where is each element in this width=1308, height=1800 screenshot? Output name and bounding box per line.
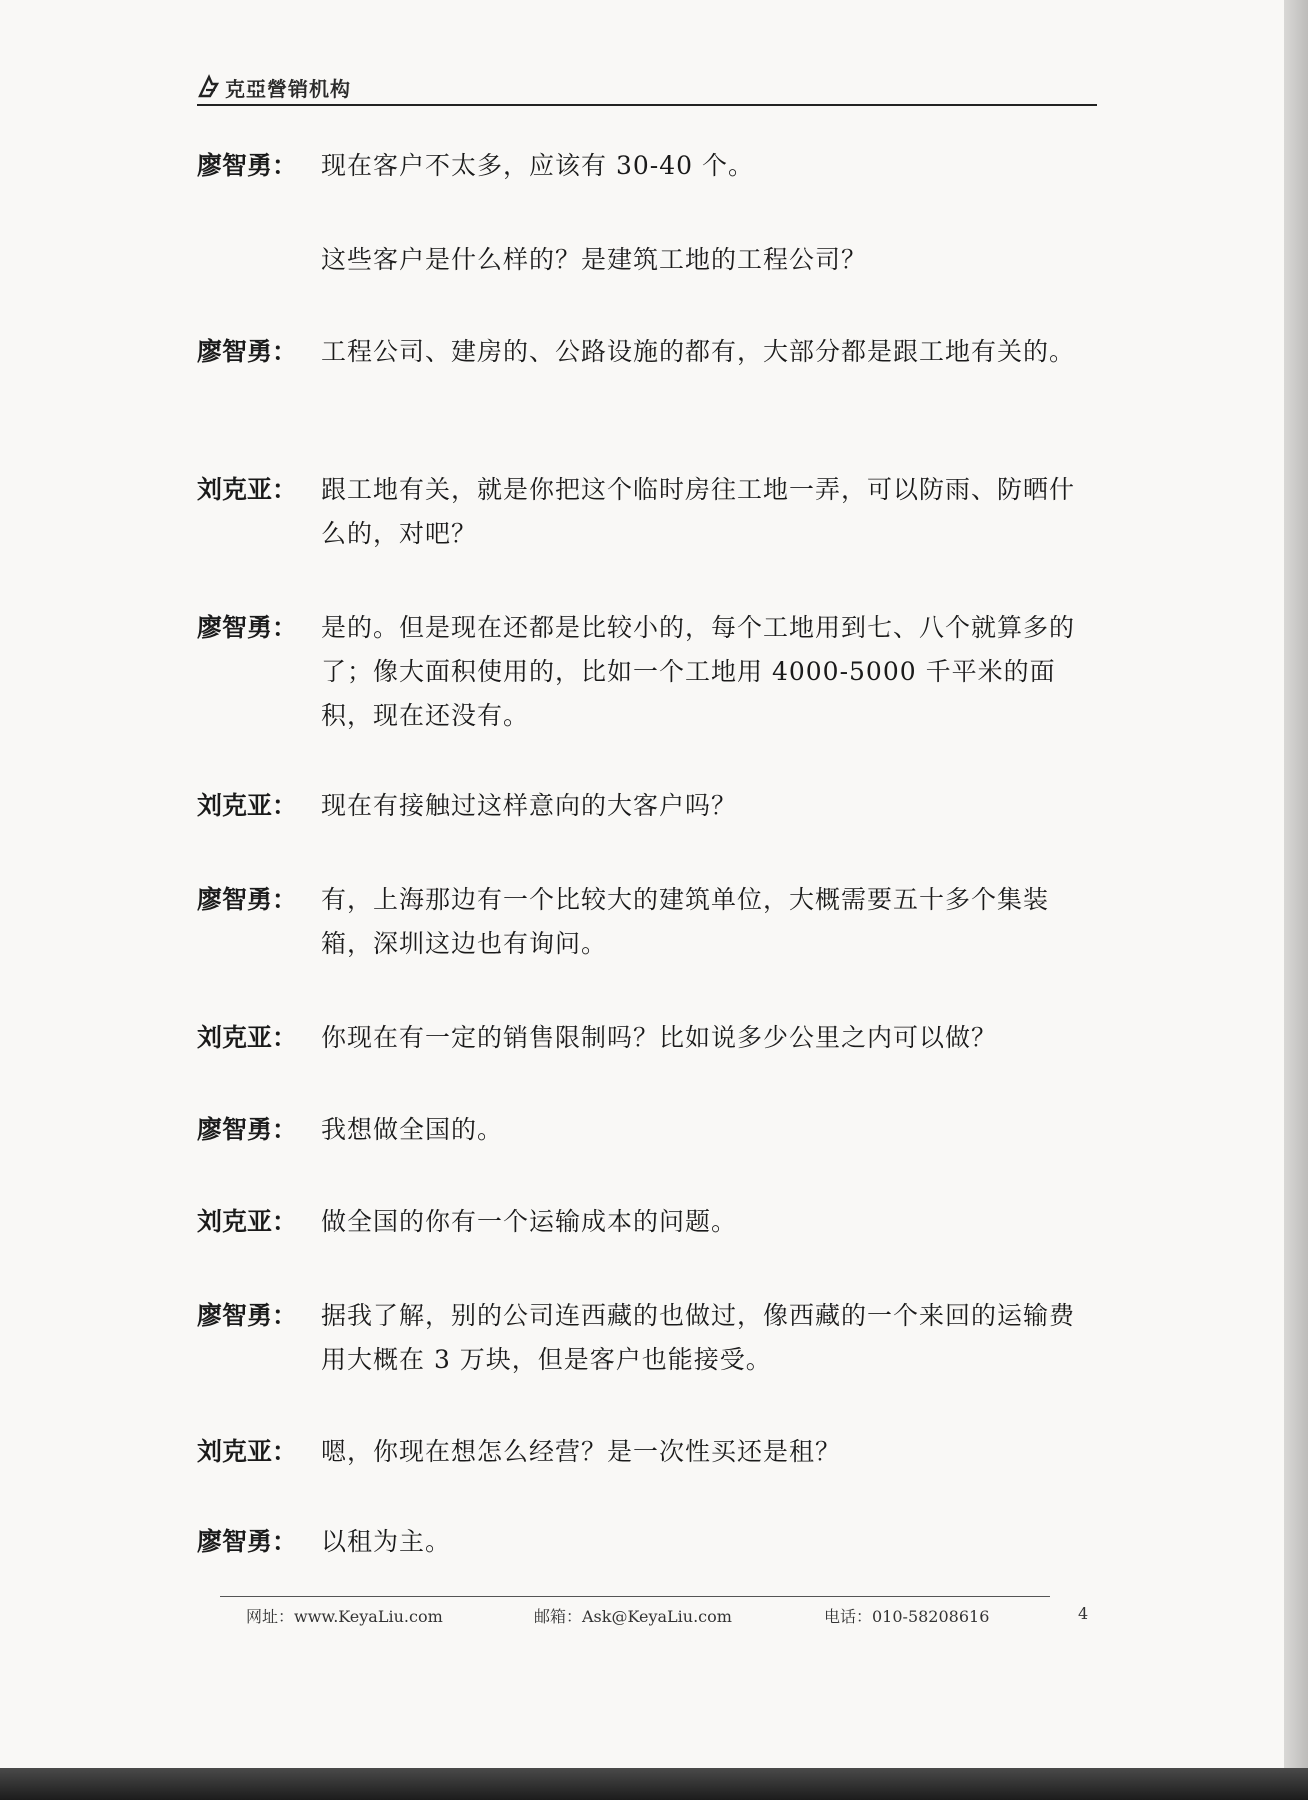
speaker-label: 刘克亚： <box>197 791 298 820</box>
speaker-label: 刘克亚： <box>197 1437 298 1466</box>
footer-email: 邮箱：Ask@KeyaLiu.com <box>534 1607 732 1626</box>
dialogue-text: 你现在有一定的销售限制吗？比如说多少公里之内可以做？ <box>321 1023 998 1052</box>
page-header <box>197 72 351 102</box>
speaker-label: 廖智勇： <box>197 613 298 642</box>
speaker-label: 廖智勇： <box>197 1527 298 1556</box>
dialogue-transcript <box>197 144 1097 1556</box>
dialogue-entry <box>197 1294 1097 1382</box>
speaker-label: 刘克亚： <box>197 1023 298 1052</box>
dialogue-text: 是的。但是现在还都是比较小的，每个工地用到七、八个就算多的了；像大面积使用的，比如一个工地用 4000-5000 千平米的面积，现在还没有。 <box>321 613 1076 730</box>
dialogue-text: 跟工地有关，就是你把这个临时房往工地一弄，可以防雨、防晒什么的，对吧？ <box>321 475 1076 548</box>
dialogue-text: 据我了解，别的公司连西藏的也做过，像西藏的一个来回的运输费用大概在 3 万块，但是客户也能接受。 <box>321 1301 1076 1374</box>
footer-divider <box>220 1596 1050 1597</box>
footer-phone: 电话：010-58208616 <box>824 1607 990 1626</box>
dialogue-text: 我想做全国的。 <box>321 1115 504 1144</box>
speaker-label: 廖智勇： <box>197 151 298 180</box>
dialogue-entry <box>197 238 1097 282</box>
dialogue-text: 现在客户不太多，应该有 30-40 个。 <box>321 151 754 180</box>
logo-text: 克亞營销机构 <box>225 76 351 101</box>
dialogue-entry <box>197 1200 1097 1244</box>
dialogue-entry <box>197 1016 1097 1060</box>
speaker-label: 廖智勇： <box>197 1115 298 1144</box>
page-number: 4 <box>1078 1604 1089 1623</box>
dialogue-entry <box>197 144 1097 188</box>
header-divider <box>197 104 1097 106</box>
page-footer <box>0 1600 1284 1626</box>
dialogue-text: 工程公司、建房的、公路设施的都有，大部分都是跟工地有关的。 <box>321 337 1076 366</box>
speaker-label: 廖智勇： <box>197 885 298 914</box>
scan-edge-right <box>1284 0 1308 1768</box>
dialogue-text: 嗯，你现在想怎么经营？是一次性买还是租？ <box>321 1437 842 1466</box>
logo-icon <box>197 74 221 100</box>
dialogue-entry <box>197 468 1097 556</box>
dialogue-entry <box>197 1430 1097 1474</box>
dialogue-text: 做全国的你有一个运输成本的问题。 <box>321 1207 738 1236</box>
dialogue-text: 现在有接触过这样意向的大客户吗？ <box>321 791 738 820</box>
speaker-label: 刘克亚： <box>197 475 298 504</box>
dialogue-entry <box>197 330 1097 374</box>
dialogue-text: 有，上海那边有一个比较大的建筑单位，大概需要五十多个集装箱，深圳这边也有询问。 <box>321 885 1050 958</box>
dialogue-text: 这些客户是什么样的？是建筑工地的工程公司？ <box>321 245 868 274</box>
dialogue-entry <box>197 1520 1097 1564</box>
dialogue-text: 以租为主。 <box>321 1527 452 1556</box>
speaker-label: 刘克亚： <box>197 1207 298 1236</box>
dialogue-entry <box>197 606 1097 738</box>
scan-edge-bottom <box>0 1768 1308 1800</box>
dialogue-entry <box>197 784 1097 828</box>
speaker-label: 廖智勇： <box>197 337 298 366</box>
dialogue-entry <box>197 1108 1097 1152</box>
dialogue-entry <box>197 878 1097 966</box>
footer-website: 网址：www.KeyaLiu.com <box>246 1607 443 1626</box>
speaker-label: 廖智勇： <box>197 1301 298 1330</box>
